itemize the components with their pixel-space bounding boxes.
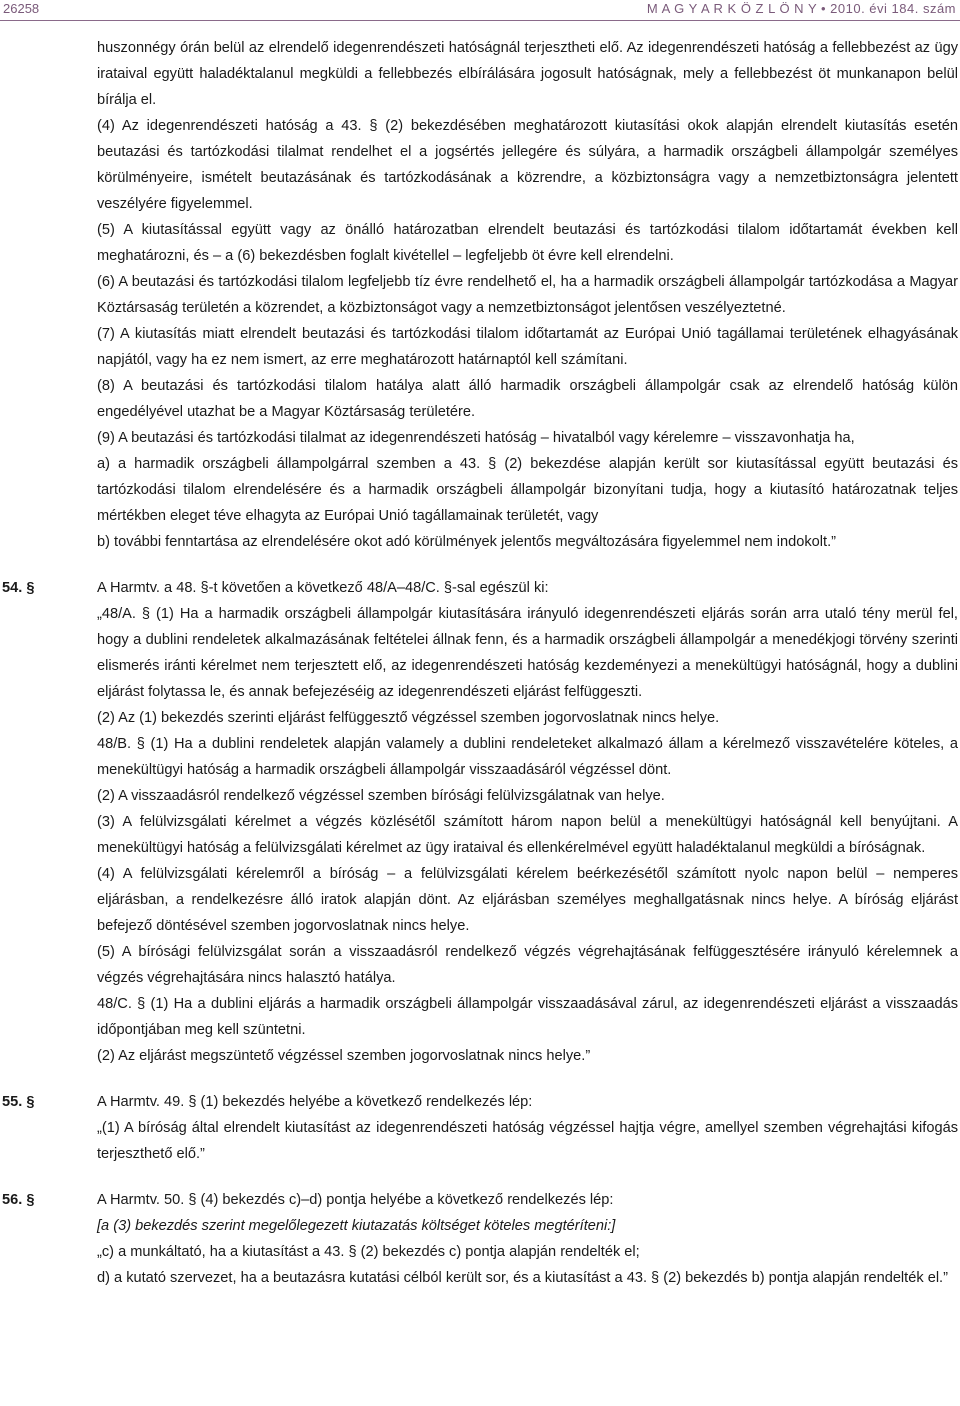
section-56 xyxy=(2,1187,958,1291)
paragraph: (4) Az idegenrendészeti hatóság a 43. § (2) bekezdésében meghatározott kiutasítási okok alapján elrendelt kiutasítás esetén beutazási és tartózkodási tilalmat rendelhet el a jogsértés jellegére és súlyára, a harmadik országbeli állampolgár személyes körülményeire, ismételt beutazásának és tartózkodásának a közrendre, a közbiztonságra vagy a nemzetbiztonságra jelentett veszélyére figyelemmel. xyxy=(97,118,958,212)
section-lead: A Harmtv. 49. § (1) bekezdés helyébe a következő rendelkezés lép: xyxy=(97,1094,533,1110)
section-55 xyxy=(2,1089,958,1167)
header-rule xyxy=(0,20,960,21)
list-item: a) a harmadik országbeli állampolgárral szemben a 43. § (2) bekezdése alapján került sor kiutasítással együtt beutazási és tartózkodási tilalom elrendelésére és a harmadik országbeli állampolgár bizonyítani tudja, hogy a kiutasító határozatnak teljes mértékben eleget téve elhagyta az Európai Unió tagállamainak területét, vagy xyxy=(97,456,958,524)
section-lead: A Harmtv. 50. § (4) bekezdés c)–d) pontja helyébe a következő rendelkezés lép: xyxy=(97,1192,614,1208)
paragraph: (2) A visszaadásról rendelkező végzéssel szemben bírósági felülvizsgálatnak van helye. xyxy=(97,788,665,804)
paragraph: 48/C. § (1) Ha a dublini eljárás a harmadik országbeli állampolgár visszaadásával zárul, az idegenrendészeti eljárást a visszaadás időpontjában meg kell szüntetni. xyxy=(97,996,958,1038)
paragraph: (4) A felülvizsgálati kérelemről a bíróság – a felülvizsgálati kérelem beérkezésétől számított nyolc napon belül – nemperes eljárásban, a rendelkezésre álló iratok alapján dönt. Az eljárásban személyes meghallgatásnak nincs helye. A bíróság eljárást befejező döntésével szemben jogorvoslatnak nincs helye. xyxy=(97,866,958,934)
paragraph: (2) Az (1) bekezdés szerinti eljárást felfüggesztő végzéssel szemben jogorvoslatnak nincs helye. xyxy=(97,710,720,726)
paragraph: (9) A beutazási és tartózkodási tilalmat az idegenrendészeti hatóság – hivatalból vagy kérelemre – visszavonhatja ha, xyxy=(97,430,855,446)
list-item: b) további fenntartása az elrendelésére okot adó körülmények jelentős megváltozására figyelemmel nem indokolt.” xyxy=(97,534,837,550)
paragraph: (3) A felülvizsgálati kérelmet a végzés közlésétől számított három napon belül a menekültügyi hatóságnál kell benyújtani. A menekültügyi hatóság a felülvizsgálati kérelmet az ügy irataival és ellenkérelmével együtt haladéktalanul megküldi a bíróságnak. xyxy=(97,814,958,856)
section-54 xyxy=(2,575,958,1069)
paragraph: „(1) A bíróság által elrendelt kiutasítást az idegenrendészeti hatóság végzéssel hajtja végre, amellyel szemben végrehajtási kifogás terjeszthető elő.” xyxy=(97,1120,958,1162)
paragraph: 48/B. § (1) Ha a dublini rendeletek alapján valamely a dublini rendeleteket alkalmazó állam a kérelmező visszavételére köteles, a menekültügyi hatóság a harmadik országbeli állampolgár visszaadásáról végzéssel dönt. xyxy=(97,736,958,778)
paragraph: (5) A bírósági felülvizsgálat során a visszaadásról rendelkező végzés végrehajtásának felfüggesztésére irányuló kérelemnek a végzés végrehajtására nincs halasztó hatálya. xyxy=(97,944,958,986)
section-lead: A Harmtv. a 48. §-t követően a következő 48/A–48/C. §-sal egészül ki: xyxy=(97,580,549,596)
paragraph: huszonnégy órán belül az elrendelő idegenrendészeti hatóságnál terjesztheti elő. Az idegenrendészeti hatóság a fellebbezést az ügy irataival együtt haladéktalanul megküldi a fellebbezés elbírálására jogosult hatóságnak, mely a fellebbezést öt munkanapon belül bírálja el. xyxy=(97,40,958,108)
page-number: 26258 xyxy=(3,1,40,16)
list-item: „c) a munkáltató, ha a kiutasítást a 43. § (2) bekezdés c) pontja alapján rendelték el; xyxy=(97,1244,640,1260)
page-header xyxy=(0,0,960,22)
intro-block xyxy=(97,35,958,555)
section-number: 56. § xyxy=(2,1192,35,1208)
italic-note: [a (3) bekezdés szerint megelőlegezett kiutazatás költséget köteles megtéríteni:] xyxy=(97,1218,616,1234)
section-number: 55. § xyxy=(2,1094,35,1110)
publication-info: M A G Y A R K Ö Z L Ö N Y • 2010. évi 184. szám xyxy=(646,1,956,16)
paragraph: „48/A. § (1) Ha a harmadik országbeli állampolgár kiutasítására irányuló idegenrendészeti eljárás során arra utaló tény merül fel, hogy a dublini rendeletek alkalmazásának feltételei állnak fenn, és a harmadik országbeli állampolgár a menedékjogi törvény szerinti elismerés iránti kérelmet nem terjesztett elő, az idegenrendészeti hatóság kezdeményezi a menekültügyi hatóságnál, hogy a dublini eljárást folytassa le, és annak befejezéséig az idegenrendészeti eljárást felfüggeszti. xyxy=(97,606,958,700)
section-number: 54. § xyxy=(2,580,35,596)
paragraph: (2) Az eljárást megszüntető végzéssel szemben jogorvoslatnak nincs helye.” xyxy=(97,1048,591,1064)
paragraph: (8) A beutazási és tartózkodási tilalom hatálya alatt álló harmadik országbeli állampolgár csak az elrendelő hatóság külön engedélyével utazhat be a Magyar Köztársaság területére. xyxy=(97,378,958,420)
list-item: d) a kutató szervezet, ha a beutazásra kutatási célból került sor, és a kiutasítást a 43. § (2) bekezdés b) pontja alapján rendelték el.” xyxy=(97,1270,948,1286)
paragraph: (5) A kiutasítással együtt vagy az önálló határozatban elrendelt beutazási és tartózkodási tilalom időtartamát években kell meghatározni, és – a (6) bekezdésben foglalt kivétellel – legfeljebb öt évre kell elrendelni. xyxy=(97,222,958,264)
document-body xyxy=(2,35,958,1291)
paragraph: (6) A beutazási és tartózkodási tilalom legfeljebb tíz évre rendelhető el, ha a harmadik országbeli állampolgár tartózkodása a Magyar Köztársaság területén a közrendet, a közbiztonságot vagy a nemzetbiztonságot jelentősen veszélyeztetné. xyxy=(97,274,958,316)
paragraph: (7) A kiutasítás miatt elrendelt beutazási és tartózkodási tilalom időtartamát az Európai Unió tagállamai területének elhagyásának napjától, vagy ha ez nem ismert, az erre meghatározott határnaptól kell számítani. xyxy=(97,326,958,368)
